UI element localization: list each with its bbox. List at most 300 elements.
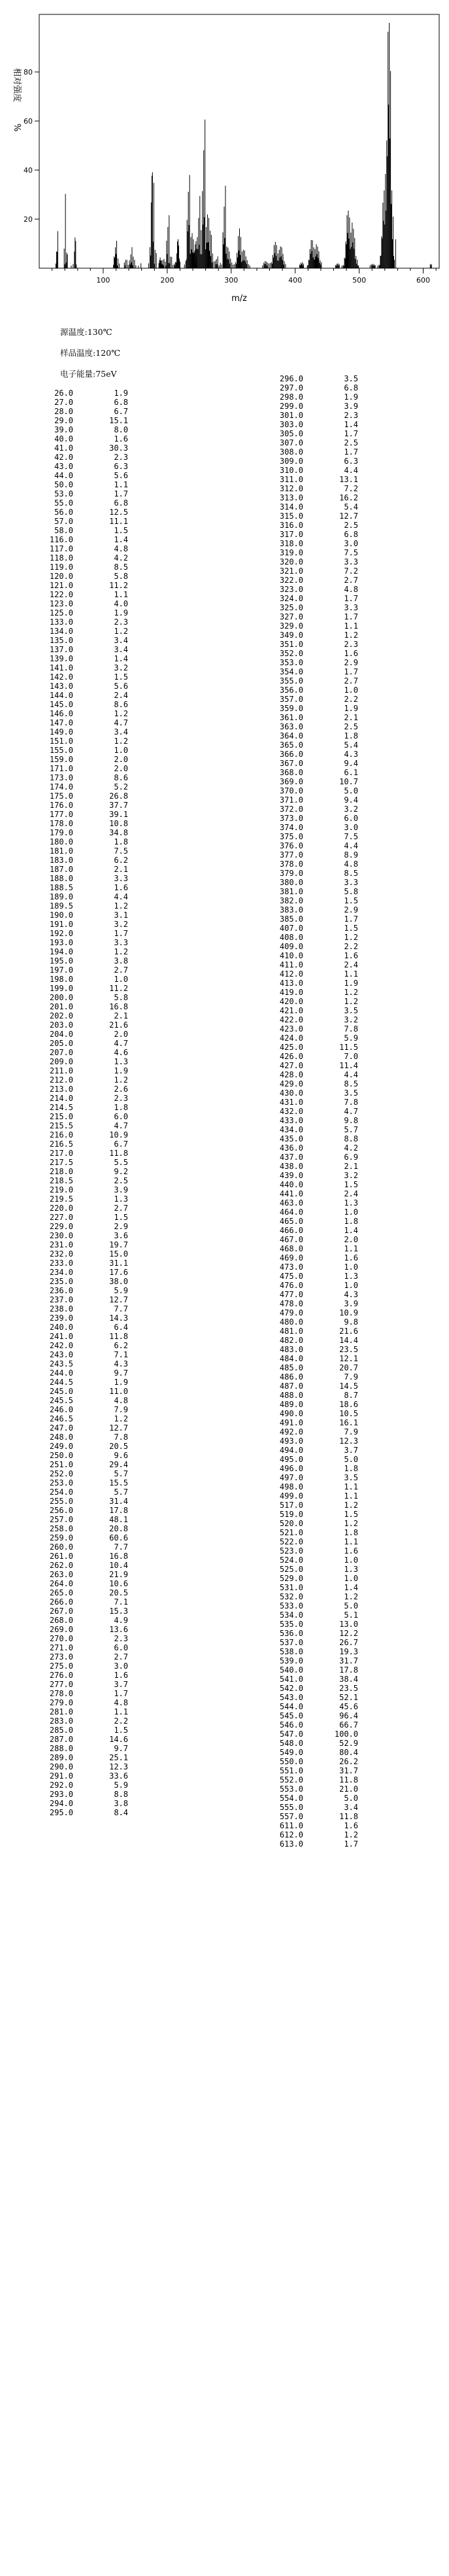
peak-table-row [268,1794,358,1803]
peak-intensity-value: 2.5 [344,438,358,447]
peak-intensity-value: 15.1 [109,416,128,425]
peak-intensity-value: 16.8 [109,1002,128,1011]
peak-intensity-value: 3.4 [114,636,128,645]
peak-table-row [38,1039,128,1048]
peak-table-row [268,392,358,402]
peak-table-row [268,1491,358,1501]
peak-intensity-value: 11.8 [109,1149,128,1158]
peak-table-row [268,1189,358,1198]
peak-mz-value: 520.0 [279,1519,303,1528]
peak-intensity-value: 1.8 [114,837,128,846]
peak-mz-value: 439.0 [279,1171,303,1180]
peak-table-row [268,750,358,759]
peak-mz-value: 203.0 [49,1020,73,1030]
peak-mz-value: 277.0 [49,1680,73,1689]
peak-table-row [38,1140,128,1149]
peak-mz-value: 555.0 [279,1803,303,1812]
peak-intensity-value: 2.2 [114,1716,128,1726]
peak-mz-value: 257.0 [49,1515,73,1524]
peak-mz-value: 190.0 [49,911,73,920]
peak-intensity-value: 1.2 [344,1519,358,1528]
peak-intensity-value: 3.3 [344,603,358,612]
peak-table-row [268,1784,358,1794]
peak-mz-value: 540.0 [279,1665,303,1675]
peak-mz-value: 279.0 [49,1698,73,1707]
peak-intensity-value: 1.0 [344,686,358,695]
peak-mz-value: 121.0 [49,581,73,590]
peak-mz-value: 303.0 [279,420,303,429]
peak-table-row [38,1323,128,1332]
peak-mz-value: 435.0 [279,1134,303,1143]
y-tick-label: 40 [24,166,33,175]
peak-intensity-value: 7.5 [344,832,358,841]
peak-mz-value: 421.0 [279,1006,303,1015]
peak-mz-value: 139.0 [49,654,73,663]
peak-intensity-value: 48.1 [109,1515,128,1524]
peak-mz-value: 429.0 [279,1079,303,1088]
peak-table-row [268,1528,358,1537]
peak-table-row [268,979,358,988]
peak-table-row [268,997,358,1006]
peak-intensity-value: 1.7 [344,1839,358,1849]
peak-mz-value: 375.0 [279,832,303,841]
peak-mz-value: 202.0 [49,1011,73,1020]
peak-mz-value: 251.0 [49,1460,73,1469]
peak-table-row [38,1020,128,1030]
peak-mz-value: 217.0 [49,1149,73,1158]
peak-mz-value: 214.5 [49,1103,73,1112]
peak-mz-value: 296.0 [279,374,303,383]
peak-table-row [268,1436,358,1446]
peak-mz-value: 263.0 [49,1570,73,1579]
peak-table-row [268,1217,358,1226]
peak-intensity-value: 1.6 [344,649,358,658]
peak-mz-value: 613.0 [279,1839,303,1849]
peak-mz-value: 290.0 [49,1762,73,1771]
peak-mz-value: 491.0 [279,1418,303,1427]
peak-table-row [38,837,128,846]
peak-intensity-value: 1.7 [344,914,358,924]
peak-table-row [268,420,358,429]
peak-mz-value: 363.0 [279,722,303,731]
peak-intensity-value: 5.8 [114,572,128,581]
peak-table-row [268,603,358,612]
peak-mz-value: 383.0 [279,905,303,914]
peak-intensity-value: 1.0 [344,1281,358,1290]
peak-intensity-value: 1.9 [344,704,358,713]
peak-intensity-value: 9.4 [344,759,358,768]
peak-mz-value: 422.0 [279,1015,303,1024]
peak-mz-value: 241.0 [49,1332,73,1341]
peak-intensity-value: 2.3 [114,618,128,627]
peak-mz-value: 480.0 [279,1317,303,1327]
peak-intensity-value: 1.5 [114,526,128,535]
peak-intensity-value: 1.3 [344,1272,358,1281]
peak-table-row [268,1610,358,1620]
peak-mz-value: 424.0 [279,1034,303,1043]
peak-table-row [268,585,358,594]
peak-table-row [38,1469,128,1478]
peak-mz-value: 26.0 [54,389,73,398]
peak-table-row [38,856,128,865]
peak-intensity-value: 11.5 [339,1043,358,1052]
peak-mz-value: 217.5 [49,1158,73,1167]
peak-intensity-value: 1.1 [344,1482,358,1491]
peak-intensity-value: 8.0 [114,425,128,434]
peak-mz-value: 497.0 [279,1473,303,1482]
peak-intensity-value: 1.7 [344,667,358,676]
peak-mz-value: 50.0 [54,480,73,489]
peak-mz-value: 171.0 [49,764,73,773]
peak-mz-value: 192.0 [49,929,73,938]
peak-mz-value: 536.0 [279,1629,303,1638]
peak-intensity-value: 12.3 [339,1436,358,1446]
peak-table-row [268,1601,358,1610]
peak-table-row [268,1583,358,1592]
peak-table-row [268,924,358,933]
peak-mz-value: 547.0 [279,1730,303,1739]
peak-mz-value: 305.0 [279,429,303,438]
peak-intensity-value: 1.1 [344,1537,358,1546]
peak-table-row [268,502,358,512]
peak-table-row [268,649,358,658]
peak-intensity-value: 4.8 [344,860,358,869]
peak-table-row [268,1317,358,1327]
peak-table-row [38,1671,128,1680]
peak-table-row [268,722,358,731]
x-tick-label: 600 [416,276,431,285]
peak-mz-value: 411.0 [279,960,303,969]
peak-intensity-value: 6.2 [114,856,128,865]
x-axis-ticks [52,268,437,285]
peak-table-row [38,1249,128,1259]
peak-mz-value: 475.0 [279,1272,303,1281]
peak-table-row [38,1790,128,1799]
peak-intensity-value: 9.6 [114,1451,128,1460]
peak-table-row [268,402,358,411]
peak-intensity-value: 1.2 [344,988,358,997]
peak-table-row [38,1771,128,1781]
peak-mz-value: 181.0 [49,846,73,856]
peak-intensity-value: 19.7 [109,1240,128,1249]
peak-table-row [38,1662,128,1671]
peak-table-row [38,1066,128,1075]
peak-table-row [268,1208,358,1217]
peak-intensity-value: 1.7 [114,1689,128,1698]
peak-intensity-value: 1.2 [114,1075,128,1085]
peak-table-column-2 [268,374,358,1849]
peak-table-row [268,1473,358,1482]
peak-mz-value: 380.0 [279,878,303,887]
peak-intensity-value: 14.3 [109,1314,128,1323]
peak-table-row [38,810,128,819]
peak-intensity-value: 15.0 [109,1249,128,1259]
peak-table-row [268,475,358,484]
peak-table-row [268,1299,358,1308]
peak-intensity-value: 6.0 [114,1112,128,1121]
peak-intensity-value: 96.4 [339,1711,358,1720]
peak-table-row [38,1515,128,1524]
peak-intensity-value: 6.2 [114,1341,128,1350]
peak-table-row [38,1423,128,1433]
peak-table-row [268,786,358,795]
peak-table-row [268,1107,358,1116]
peak-table-row [38,929,128,938]
peak-intensity-value: 4.3 [344,750,358,759]
peak-mz-value: 44.0 [54,471,73,480]
peak-mz-value: 473.0 [279,1262,303,1272]
peak-intensity-value: 5.4 [344,740,358,750]
peak-table-row [38,727,128,737]
peak-mz-value: 322.0 [279,576,303,585]
peak-table-row [268,594,358,603]
peak-mz-value: 245.5 [49,1396,73,1405]
peak-intensity-value: 1.7 [344,594,358,603]
peak-mz-value: 187.0 [49,865,73,874]
peak-table-row [268,676,358,686]
peak-mz-value: 219.5 [49,1194,73,1204]
peak-table-row [268,713,358,722]
peak-intensity-value: 38.0 [109,1277,128,1286]
peak-mz-value: 145.0 [49,700,73,709]
peak-table-row [38,1707,128,1716]
peak-mz-value: 353.0 [279,658,303,667]
peak-intensity-value: 9.8 [344,1116,358,1125]
peak-intensity-value: 7.2 [344,566,358,576]
peak-table-row [268,1574,358,1583]
peak-intensity-value: 1.5 [114,1213,128,1222]
peak-intensity-value: 1.1 [114,1707,128,1716]
peak-mz-value: 204.0 [49,1030,73,1039]
peak-table-row [38,1149,128,1158]
peak-mz-value: 262.0 [49,1561,73,1570]
peak-table-row [268,530,358,539]
peak-intensity-value: 100.0 [334,1730,358,1739]
peak-mz-value: 351.0 [279,640,303,649]
peak-mz-value: 329.0 [279,621,303,631]
peak-table-row [268,512,358,521]
peak-mz-value: 463.0 [279,1198,303,1208]
peak-intensity-value: 1.2 [114,709,128,718]
peak-mz-value: 612.0 [279,1830,303,1839]
peak-table-row [38,1194,128,1204]
peak-intensity-value: 6.8 [114,398,128,407]
peak-table-row [38,553,128,563]
peak-intensity-value: 7.7 [114,1304,128,1314]
peak-mz-value: 144.0 [49,691,73,700]
peak-intensity-value: 4.6 [114,1048,128,1057]
peak-mz-value: 235.0 [49,1277,73,1286]
peak-intensity-value: 31.7 [339,1766,358,1775]
peak-mz-value: 492.0 [279,1427,303,1436]
peak-mz-value: 534.0 [279,1610,303,1620]
peak-table-row [38,700,128,709]
peak-mz-value: 551.0 [279,1766,303,1775]
peak-mz-value: 174.0 [49,782,73,792]
peak-mz-value: 119.0 [49,563,73,572]
peak-table-row [268,860,358,869]
peak-intensity-value: 1.3 [114,1057,128,1066]
peak-intensity-value: 7.8 [114,1433,128,1442]
peak-intensity-value: 1.3 [114,1194,128,1204]
peak-mz-value: 365.0 [279,740,303,750]
peak-intensity-value: 7.8 [344,1024,358,1034]
peak-mz-value: 539.0 [279,1656,303,1665]
peak-intensity-value: 10.8 [109,819,128,828]
peak-intensity-value: 7.8 [344,1098,358,1107]
peak-table-row [268,795,358,805]
sample-temperature: 样品温度:120℃ [60,348,121,358]
peak-mz-value: 529.0 [279,1574,303,1583]
peak-table-row [268,878,358,887]
peak-mz-value: 268.0 [49,1616,73,1625]
peak-table-row [268,411,358,420]
peak-mz-value: 273.0 [49,1652,73,1662]
peak-table-row [268,1647,358,1656]
peak-mz-value: 189.0 [49,892,73,901]
peak-table-row [268,805,358,814]
peak-intensity-value: 1.6 [344,1821,358,1830]
peak-mz-value: 378.0 [279,860,303,869]
peak-table-row [268,1684,358,1693]
peak-table-row [38,1396,128,1405]
peak-mz-value: 408.0 [279,933,303,942]
peak-intensity-value: 6.0 [344,814,358,823]
peak-mz-value: 494.0 [279,1446,303,1455]
peak-table-row [38,1579,128,1588]
peak-intensity-value: 1.5 [114,1726,128,1735]
peak-mz-value: 323.0 [279,585,303,594]
peak-mz-value: 366.0 [279,750,303,759]
peak-table-row [268,466,358,475]
peak-table-row [268,1336,358,1345]
peak-intensity-value: 1.4 [344,1226,358,1235]
peak-mz-value: 247.0 [49,1423,73,1433]
peak-table-row [268,832,358,841]
y-tick-label: 20 [24,215,33,224]
x-tick-label: 300 [224,276,239,285]
x-tick-label: 500 [352,276,367,285]
peak-mz-value: 431.0 [279,1098,303,1107]
peak-intensity-value: 12.7 [339,512,358,521]
peak-table-row [38,682,128,691]
peak-mz-value: 428.0 [279,1070,303,1079]
peak-table-row [38,1332,128,1341]
mass-spectrum-chart [0,0,449,307]
peak-mz-value: 122.0 [49,590,73,599]
peak-mz-value: 549.0 [279,1748,303,1757]
peak-table-row [38,773,128,782]
peak-mz-value: 349.0 [279,631,303,640]
x-axis-label: m/z [231,294,247,304]
peak-mz-value: 255.0 [49,1497,73,1506]
peak-table-row [38,1799,128,1808]
peak-intensity-value: 2.6 [114,1085,128,1094]
peak-table-row [38,792,128,801]
peak-intensity-value: 6.8 [344,383,358,392]
peak-mz-value: 544.0 [279,1702,303,1711]
peak-mz-value: 524.0 [279,1556,303,1565]
peak-table-row [268,759,358,768]
peak-table-row [38,1552,128,1561]
peak-table-row [268,521,358,530]
peak-table-row [38,691,128,700]
peak-mz-value: 229.0 [49,1222,73,1231]
peak-table-row [268,612,358,621]
peak-table-row [38,956,128,966]
peak-intensity-value: 30.3 [109,444,128,453]
peak-mz-value: 436.0 [279,1143,303,1153]
peak-intensity-value: 2.3 [344,640,358,649]
peak-intensity-value: 1.8 [344,1528,358,1537]
peak-intensity-value: 1.2 [114,947,128,956]
peak-mz-value: 285.0 [49,1726,73,1735]
peak-mz-value: 252.0 [49,1469,73,1478]
peak-mz-value: 434.0 [279,1125,303,1134]
peak-intensity-value: 1.1 [344,969,358,979]
peak-intensity-value: 1.0 [344,1556,358,1565]
peak-intensity-value: 1.4 [114,535,128,544]
peak-mz-value: 254.0 [49,1488,73,1497]
peak-table-row [38,1442,128,1451]
peak-intensity-value: 2.1 [344,1162,358,1171]
peak-mz-value: 469.0 [279,1253,303,1262]
peak-intensity-value: 12.3 [109,1762,128,1771]
peak-table-row [38,1634,128,1643]
peak-intensity-value: 1.9 [114,1378,128,1387]
peak-table-row [38,1341,128,1350]
peak-table-row [38,801,128,810]
peak-table-row [268,951,358,960]
peak-table-row [38,1542,128,1552]
peak-table-row [38,993,128,1002]
peak-intensity-value: 1.6 [344,951,358,960]
peak-table-row [38,645,128,654]
y-tick-label: 80 [24,68,33,77]
peak-intensity-value: 10.7 [339,777,358,786]
peak-intensity-value: 14.4 [339,1336,358,1345]
peak-table-row [38,782,128,792]
peak-mz-value: 310.0 [279,466,303,475]
peak-mz-value: 249.0 [49,1442,73,1451]
peak-table-row [38,1158,128,1167]
peak-intensity-value: 2.2 [344,942,358,951]
peak-intensity-value: 4.8 [114,1396,128,1405]
peak-intensity-value: 1.8 [344,1464,358,1473]
y-axis-ticks [24,68,39,224]
peak-intensity-value: 8.5 [114,563,128,572]
peak-intensity-value: 80.4 [339,1748,358,1757]
peak-table-row [268,576,358,585]
peak-table-row [268,905,358,914]
peak-intensity-value: 5.8 [114,993,128,1002]
peak-intensity-value: 10.5 [339,1409,358,1418]
peak-intensity-value: 3.0 [344,539,358,548]
peak-table-row [38,1231,128,1240]
peak-mz-value: 466.0 [279,1226,303,1235]
peak-mz-value: 215.5 [49,1121,73,1130]
peak-table-row [268,1665,358,1675]
peak-intensity-value: 52.9 [339,1739,358,1748]
peak-mz-value: 159.0 [49,755,73,764]
peak-intensity-value: 2.4 [344,960,358,969]
peak-mz-value: 244.5 [49,1378,73,1387]
peak-mz-value: 123.0 [49,599,73,608]
peak-intensity-value: 10.9 [109,1130,128,1140]
peak-table-row [38,407,128,416]
peak-table-row [268,1162,358,1171]
peak-table-row [38,1716,128,1726]
